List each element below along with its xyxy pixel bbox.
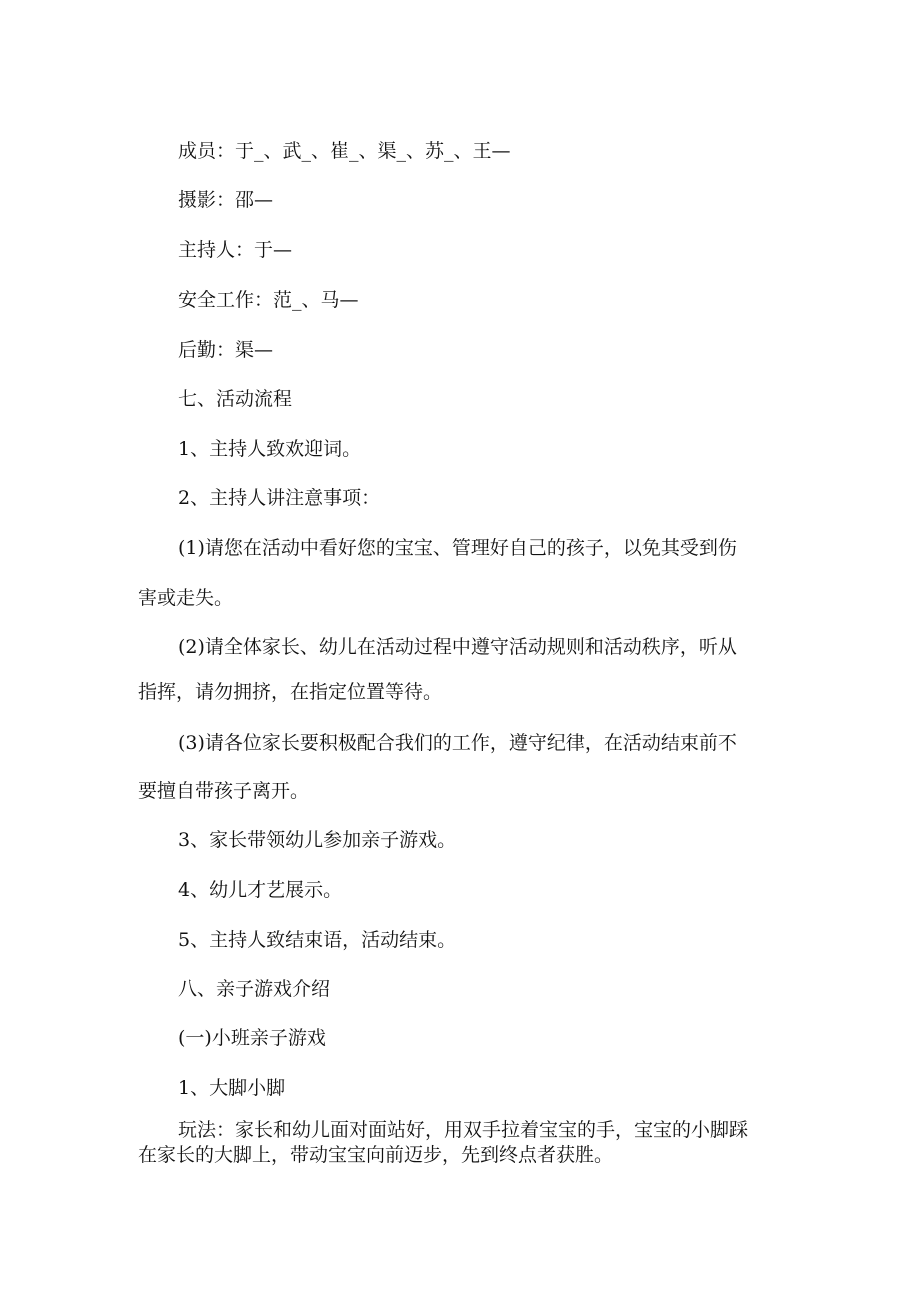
logistics-line: 后勤：渠— [178, 339, 274, 361]
note-2-line-2: 指挥，请勿拥挤，在指定位置等待。 [138, 681, 443, 703]
note-2-line-1: (2)请全体家长、幼儿在活动过程中遵守活动规则和活动秩序，听从 [178, 636, 737, 658]
section-heading-games: 八、亲子游戏介绍 [178, 978, 331, 1000]
note-3-line-1: (3)请各位家长要积极配合我们的工作，遵守纪律，在活动结束前不 [178, 732, 737, 754]
subsection-heading-small-class: (一)小班亲子游戏 [178, 1027, 326, 1049]
flow-item-5: 5、主持人致结束语，活动结束。 [178, 929, 457, 951]
game-rules-line-2: 在家长的大脚上，带动宝宝向前迈步，先到终点者获胜。 [138, 1144, 614, 1166]
game-rules-line-1: 玩法：家长和幼儿面对面站好，用双手拉着宝宝的手，宝宝的小脚踩 [178, 1119, 749, 1141]
note-1-line-1: (1)请您在活动中看好您的宝宝、管理好自己的孩子，以免其受到伤 [178, 537, 737, 559]
photography-line: 摄影：邵— [178, 189, 274, 211]
game-title: 1、大脚小脚 [178, 1077, 286, 1099]
flow-item-4: 4、幼儿才艺展示。 [178, 879, 343, 901]
note-1-line-2: 害或走失。 [138, 587, 234, 609]
note-3-line-2: 要擅自带孩子离开。 [138, 780, 310, 802]
section-heading-activity-flow: 七、活动流程 [178, 388, 293, 410]
host-line: 主持人：于— [178, 239, 293, 261]
flow-item-2: 2、主持人讲注意事项： [178, 487, 381, 509]
flow-item-1: 1、主持人致欢迎词。 [178, 438, 362, 460]
members-line: 成员：于_、武_、崔_、渠_、苏_、王— [178, 140, 511, 162]
flow-item-3: 3、家长带领幼儿参加亲子游戏。 [178, 829, 457, 851]
safety-line: 安全工作：范_、马— [178, 289, 359, 311]
